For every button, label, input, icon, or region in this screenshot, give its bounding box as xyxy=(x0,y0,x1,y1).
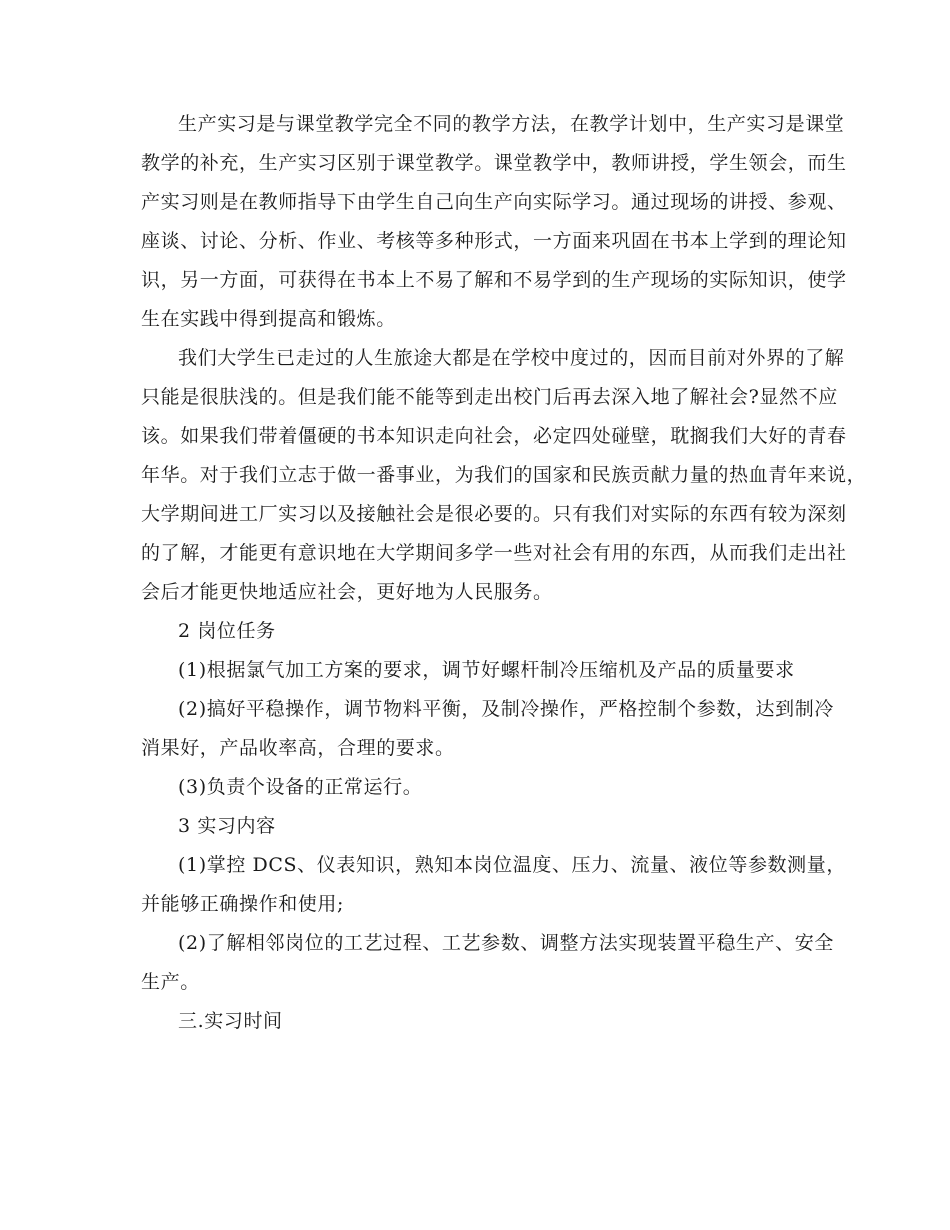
content-item-2-line-2: 生产。 xyxy=(141,971,200,993)
paragraph-2-line-5: 大学期间进工厂实习以及接触社会是很必要的。只有我们对实际的东西有较为深刻 xyxy=(141,503,847,525)
section-heading-internship-time: 三.实习时间 xyxy=(178,1010,283,1032)
paragraph-2-line-6: 的了解，才能更有意识地在大学期间多学一些对社会有用的东西，从而我们走出社 xyxy=(141,542,847,564)
paragraph-2-line-3: 该。如果我们带着僵硬的书本知识走向社会，必定四处碰壁，耽搁我们大好的青春 xyxy=(141,425,847,447)
job-task-2-line-2: 消果好，产品收率高，合理的要求。 xyxy=(141,737,455,759)
content-item-1-line-2: 并能够正确操作和使用; xyxy=(141,893,345,915)
content-item-1-line-1: (1)掌控 DCS、仪表知识，熟知本岗位温度、压力、流量、液位等参数测量， xyxy=(178,854,846,876)
section-heading-internship-content: 3 实习内容 xyxy=(178,815,276,837)
paragraph-1-line-5: 识，另一方面，可获得在书本上不易了解和不易学到的生产现场的实际知识，使学 xyxy=(141,269,847,291)
paragraph-1-line-3: 产实习则是在教师指导下由学生自己向生产向实际学习。通过现场的讲授、参观、 xyxy=(141,191,847,213)
paragraph-2-line-2: 只能是很肤浅的。但是我们能不能等到走出校门后再去深入地了解社会?显然不应 xyxy=(141,386,838,408)
paragraph-1-line-6: 生在实践中得到提高和锻炼。 xyxy=(141,308,396,330)
job-task-3: (3)负责个设备的正常运行。 xyxy=(178,776,423,798)
paragraph-1-line-4: 座谈、讨论、分析、作业、考核等多种形式，一方面来巩固在书本上学到的理论知 xyxy=(141,230,847,252)
job-task-2-line-1: (2)搞好平稳操作，调节物料平衡，及制冷操作，严格控制个参数，达到制冷 xyxy=(178,698,834,720)
paragraph-2-line-4: 年华。对于我们立志于做一番事业，为我们的国家和民族贡献力量的热血青年来说， xyxy=(141,464,867,486)
paragraph-2-line-7: 会后才能更快地适应社会，更好地为人民服务。 xyxy=(141,581,553,603)
job-task-1: (1)根据氯气加工方案的要求，调节好螺杆制冷压缩机及产品的质量要求 xyxy=(178,659,795,681)
section-heading-job-tasks: 2 岗位任务 xyxy=(178,620,276,642)
paragraph-1-line-2: 教学的补充，生产实习区别于课堂教学。课堂教学中，教师讲授，学生领会，而生 xyxy=(141,152,847,174)
paragraph-2-line-1: 我们大学生已走过的人生旅途大都是在学校中度过的，因而目前对外界的了解 xyxy=(178,347,845,369)
content-item-2-line-1: (2)了解相邻岗位的工艺过程、工艺参数、调整方法实现装置平稳生产、安全 xyxy=(178,932,834,954)
paragraph-1-line-1: 生产实习是与课堂教学完全不同的教学方法，在教学计划中，生产实习是课堂 xyxy=(178,113,845,135)
